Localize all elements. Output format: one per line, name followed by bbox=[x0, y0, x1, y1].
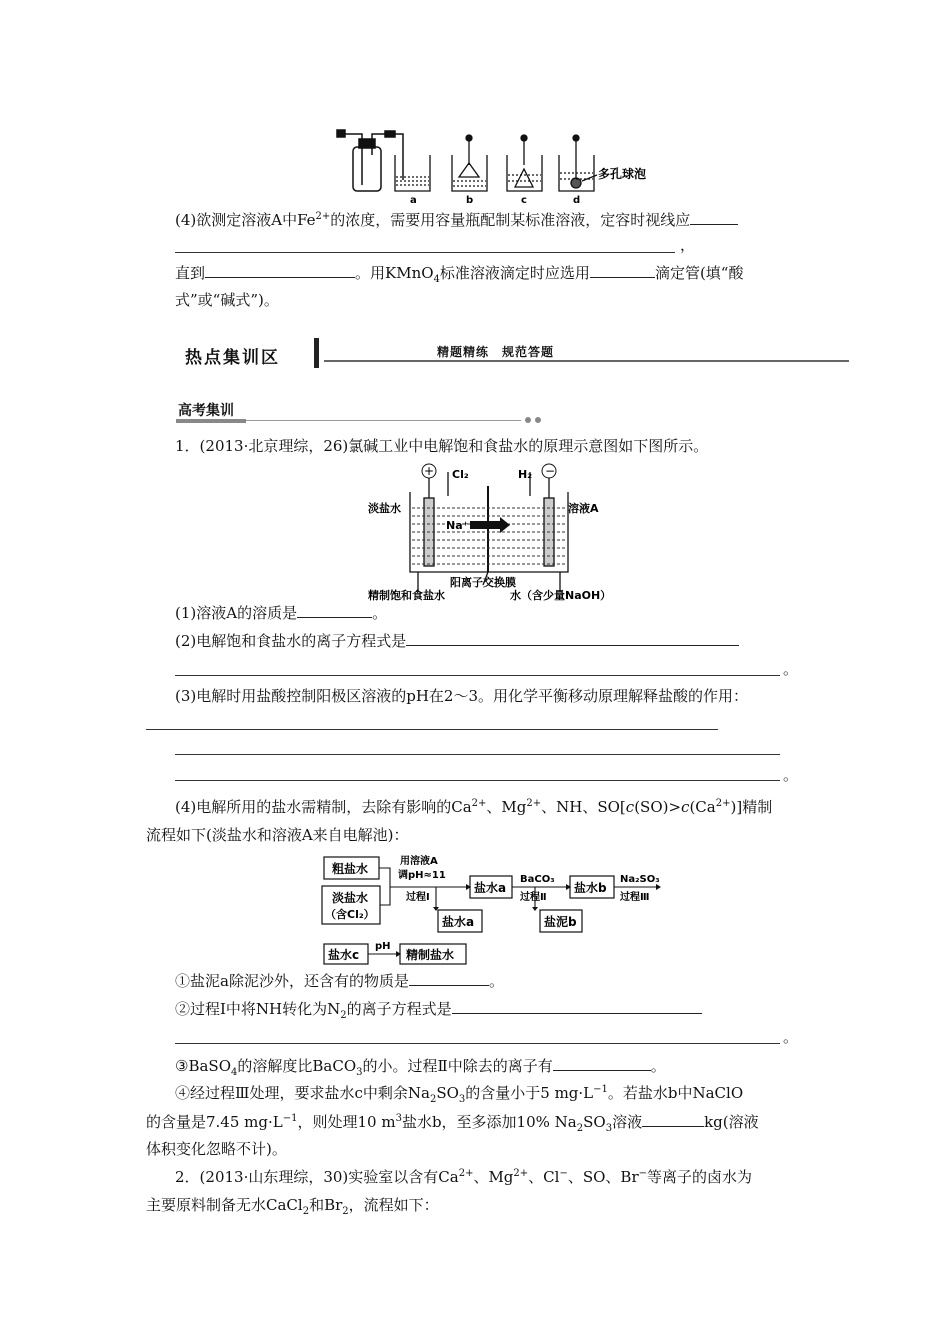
sub-q1: ①盐泥a除泥沙外，还含有的物质是 。 bbox=[175, 972, 504, 990]
reagent1: 用溶液A bbox=[400, 856, 438, 867]
right-outlet-label: 溶液A bbox=[568, 502, 599, 515]
membrane-label: 阳离子交换膜 bbox=[450, 576, 516, 589]
answer-blank[interactable] bbox=[297, 602, 372, 618]
sub-q3: ③BaSO$_4$的溶解度比BaCO$_3$的小。过程Ⅱ中除去的离子有 。 bbox=[175, 1057, 666, 1078]
reagent2: BaCO₃ bbox=[520, 874, 555, 885]
answer-blank[interactable] bbox=[409, 970, 489, 986]
ph-label: pH bbox=[375, 941, 391, 952]
left-outlet-label: 淡盐水 bbox=[368, 502, 401, 515]
h2-label: H₂ bbox=[518, 468, 533, 481]
na-arrow bbox=[470, 521, 500, 529]
answer-line[interactable] bbox=[146, 729, 718, 730]
sub-q4-line1: ④经过程Ⅲ处理，要求盐水c中剩余$Na_2SO_3$的含量小于5 $mg\cdot L^{-1}$。若盐水b中NaClO bbox=[175, 1084, 744, 1105]
label-d: d bbox=[573, 195, 581, 205]
answer-blank[interactable] bbox=[406, 630, 739, 646]
brine-a-box: 盐水a bbox=[474, 881, 507, 895]
q1-part2: (2)电解饱和食盐水的离子方程式是 bbox=[175, 630, 739, 651]
brine-b-box: 盐水b bbox=[574, 881, 607, 895]
na-label: Na⁺ bbox=[446, 519, 469, 532]
q2-line2: 主要原料制备无水CaCl$_2$和$Br_2$，流程如下： bbox=[146, 1196, 439, 1217]
section-bar bbox=[314, 338, 319, 368]
section-title: 热点集训区 bbox=[185, 348, 280, 368]
q4-line1: (4)欲测定溶液A中$Fe^{2+}$的浓度，需要用容量瓶配制某标准溶液，定容时视线应 bbox=[175, 209, 738, 230]
step3-label: 过程Ⅲ bbox=[620, 892, 650, 903]
dot bbox=[535, 417, 541, 423]
dilute-brine-box: 淡盐水 bbox=[332, 891, 369, 905]
right-inlet-label: 水（含少量NaOH） bbox=[510, 589, 612, 602]
electrolysis-diagram bbox=[368, 462, 618, 602]
gas-absorption-apparatus-figure bbox=[335, 125, 665, 205]
anode-sign: + bbox=[424, 464, 435, 478]
step1-label: 过程Ⅰ bbox=[406, 892, 430, 903]
answer-line[interactable] bbox=[175, 754, 780, 755]
beaker-c bbox=[507, 135, 542, 191]
section-rule bbox=[324, 360, 849, 362]
answer-blank[interactable] bbox=[590, 262, 655, 278]
reagent1b: 调pH≈11 bbox=[398, 870, 446, 881]
q4-line2: 直到 。用KMnO$_4$标准溶液滴定时应选用 滴定管(填“酸 bbox=[175, 264, 744, 285]
q1-part4: (4)电解所用的盐水需精制，去除有影响的$Ca^{2+}$、$Mg^{2+}$、NH、$SO[c(SO)>c(Ca^{2+})]$精制 bbox=[175, 798, 773, 816]
subsection-bar bbox=[176, 419, 246, 423]
answer-blank[interactable] bbox=[690, 209, 738, 225]
step2-label: 过程Ⅱ bbox=[520, 892, 547, 903]
label-a: a bbox=[410, 195, 417, 205]
purification-flowchart bbox=[318, 852, 663, 967]
answer-blank[interactable] bbox=[553, 1055, 651, 1071]
sub-q4-line3: 体积变化忽略不计)。 bbox=[146, 1140, 287, 1158]
q1-part4-line2: 流程如下(淡盐水和溶液A来自电解池)： bbox=[146, 826, 409, 844]
bubble-label: 多孔球泡 bbox=[598, 167, 647, 181]
subsection-rule bbox=[246, 420, 521, 421]
mud-b-box: 盐泥b bbox=[544, 915, 577, 929]
beaker-d bbox=[559, 135, 597, 191]
cathode-sign: − bbox=[545, 464, 556, 478]
answer-line[interactable] bbox=[175, 1043, 780, 1044]
cl2-label: Cl₂ bbox=[452, 468, 469, 481]
q1-part3: (3)电解时用盐酸控制阳极区溶液的pH在2～3。用化学平衡移动原理解释盐酸的作用： bbox=[175, 687, 749, 705]
crude-brine-box: 粗盐水 bbox=[332, 862, 369, 876]
left-inlet-label: 精制饱和食盐水 bbox=[368, 589, 445, 602]
q1-intro: 1．(2013·北京理综，26)氯碱工业中电解饱和食盐水的原理示意图如下图所示。 bbox=[175, 437, 709, 455]
answer-line[interactable] bbox=[175, 252, 675, 253]
answer-blank[interactable] bbox=[205, 262, 355, 278]
section-subtitle: 精题精练 规范答题 bbox=[437, 345, 555, 359]
brine-a-lower-box: 盐水a bbox=[442, 915, 475, 929]
answer-line[interactable] bbox=[175, 675, 780, 676]
comma: ， bbox=[680, 236, 696, 254]
reagent3: Na₂SO₃ bbox=[620, 874, 660, 885]
q2-line1: 2．(2013·山东理综，30)实验室以含有$Ca^{2+}$、$Mg^{2+}$、Cl−、SO、Br−等离子的卤水为 bbox=[175, 1168, 753, 1186]
dot bbox=[525, 417, 531, 423]
label-c: c bbox=[521, 195, 527, 205]
q4-line3: 式”或“碱式”)。 bbox=[175, 291, 279, 309]
label-b: b bbox=[466, 195, 474, 205]
beaker-a bbox=[395, 155, 430, 191]
answer-blank[interactable] bbox=[452, 998, 702, 1014]
q1-part1: (1)溶液A的溶质是 。 bbox=[175, 604, 388, 622]
brine-c-box: 盐水c bbox=[328, 948, 360, 962]
answer-line[interactable] bbox=[175, 780, 780, 781]
sub-q4-line2: 的含量是7.45 $mg\cdot L^{-1}$，则处理10 $m^3$盐水b，至多添加10% $Na_2SO_3$溶液 kg(溶液 bbox=[146, 1113, 759, 1134]
subsection-title: 高考集训 bbox=[178, 403, 234, 419]
refined-brine-box: 精制盐水 bbox=[406, 948, 455, 962]
wash-bottle bbox=[337, 130, 403, 191]
dilute-brine-cl2: （含Cl₂） bbox=[325, 908, 375, 921]
sub-q2: ②过程Ⅰ中将NH转化为$N_2$的离子方程式是 bbox=[175, 998, 702, 1019]
answer-blank[interactable] bbox=[642, 1111, 704, 1127]
beaker-b bbox=[452, 135, 487, 191]
